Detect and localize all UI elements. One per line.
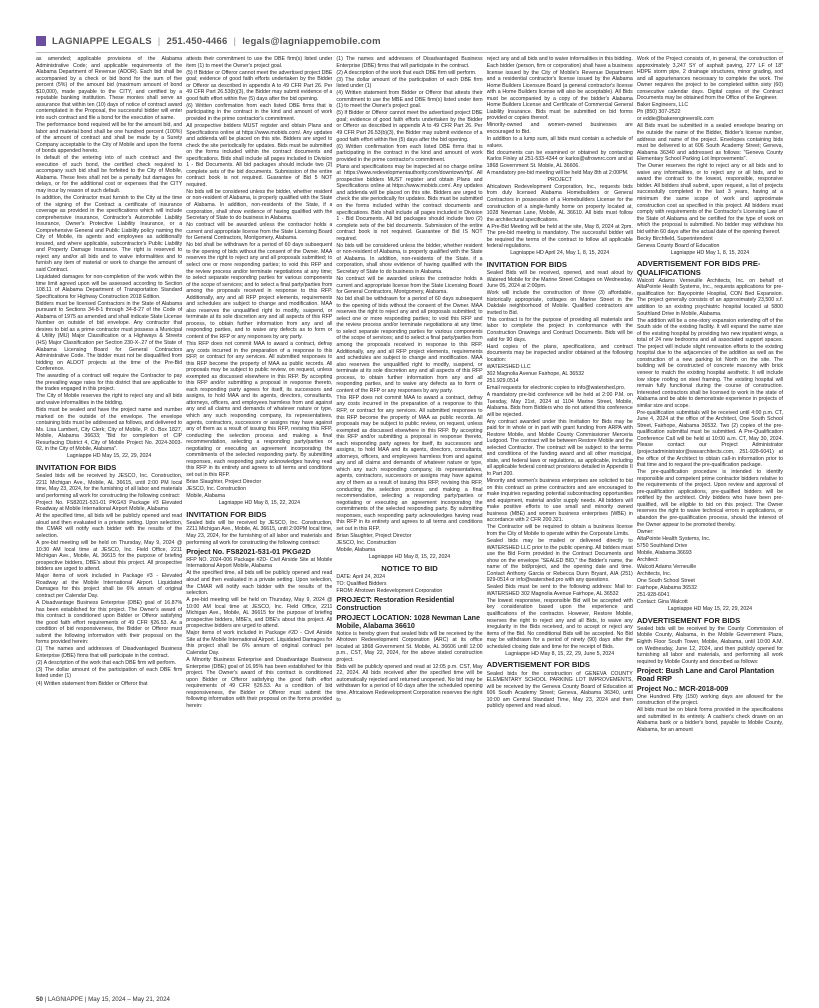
paragraph: Africatown Redevelopment Corporation, Inc., requests bids from duly licensed Alabama Homebuilders or General Contractors in possession of a Homebuilders License for the construction of a single-family home on property located at, 1028 Newman Lane, Mobile, AL 36610. All bids must follow the architectural specifications. [486, 183, 633, 223]
signature-line: Becky Birchfield, Superintendent [636, 235, 713, 242]
publication-tag: Lagniappe HD May 15, 22, 29, 2024 [667, 606, 753, 613]
paragraph: (1) The names and addresses of Disadvantaged Business Enterprise (DBE) firms that will participate in the contract. [336, 56, 483, 69]
address-line: Fairhope, Alabama 36532 [636, 584, 697, 591]
project-heading: Project: Bush Lane and Carol Plantation Road RRP [636, 666, 775, 683]
paragraph: Sealed bids for the construction of GENEVA COUNTY ELEMENTARY SCHOOL PARKING LOT IMPROVEMENTS, will be received by the Geneva County Board of Education at 606 South Academy Street; Geneva, Alabama 36340, until 10:00 am Central Standard Time, May 23, 2024 and then publicly opened and read aloud. [486, 670, 633, 710]
notice-heading: ADVERTISEMENT FOR BIDS [486, 660, 590, 670]
memo-line: TO: Qualified Bidders [336, 580, 387, 587]
paragraph: A Disadvantage Business Enterprise (DBE) goal of 16.87% has been established for this project. The Owner's award of this contract is conditioned upon Bidder or Offeror satisfying the good faith effort requirements of 49 CFR §26.53. As a condition of bid responsiveness, the Bidder or Offeror must submit the following information with their proposal on the forms provided herein: [36, 599, 183, 646]
project-heading: Project No. FS82021-531-01 PKG#2D [186, 547, 311, 557]
address-line: 251.929.0514 [486, 377, 519, 384]
signature-line: Mobile, Alabama [336, 546, 376, 553]
paragraph: Notice is hereby given that sealed bids will be received by the Afrotown Redevelopment Corporation (ARC) at its office located at 1868 Government St. Mobile, AL 36606 until 12:00 p.m., CST, May 22, 2024, for the above stated construction project. [336, 630, 483, 663]
paragraph: (2) A description of the work that each DBE firm will perform. [336, 69, 477, 76]
header-separator: | [233, 35, 237, 47]
paragraph: At the specified time, all bids will be publicly opened and read aloud and then evaluated in a private setting. Upon selection, the CMAR will notify each bidder with the results of the selection. [36, 513, 183, 539]
paragraph: No contract will be awarded unless the contractor holds a current and appropriate license from the State Licensing Board for General Contractors, Montgomery, Alabama. [186, 222, 333, 242]
paragraph: The pre-qualification procedure is intended to identify responsible and competent prime contractor bidders relative to the requirements of the project. Upon review and approval of pre-qualification applications, pre-qualified bidders will be notified by the architect. Only bidders who have been pre-qualified, will be eligible to bid on this project. The Owner reserves the right to waive technical errors in applications, or abandon the pre-qualification process, should the interest of the Owner appear to be promoted thereby. [636, 469, 784, 528]
paragraph: Sealed bids will be received by the County Commission of Mobile County, Alabama, in the Mobile Government Plaza, Eighth Floor South Tower, Mobile, Alabama, until 10:00 A.M. on Wednesday, June 12, 2024, and then publicly opened for furnishing all labor and materials, and performing all work required by Mobile County and described as follows: [636, 625, 784, 665]
signature-line: JESCO, Inc. Construction [336, 539, 397, 546]
address-line: One South School Street [636, 577, 695, 584]
paragraph: Sealed bids will be received by JESCO, Inc. Construction, 2211 Michigan Ave., Mobile, AL 36615, until 2:00 PM local time, May 23, 2024, for the furnishing of all labor and materials and performing all work for constructing the following contract: [36, 473, 183, 499]
paragraph: The addition will be a one-story expansion extending off of the South side of the existing facility. It will expand the same size of the existing hospital by providing two new inpatient wings, a total of 24 new bedrooms and all associated support spaces. The project will include slight renovation efforts to the existing hospital due to the adjacencies of the addition as well as the construction of a new parking lot North on the site. The building will be constructed of concrete masonry with brick veneer to match the existing hospital aesthetic. It will include low slope roofing on steel framing. The existing hospital will remain fully functional during the course of construction. Interested contractors shall be licensed to work in the state of Alabama and be able to demonstrate experience in projects of similar size and scope. [636, 317, 784, 409]
paragraph: Plans and specifications may be inspected at no charge online at https://www.redevelopmentauthority.com/downtown/rfp/. All prospective bidders MUST register and obtain Plans and Specifications online at https://www.mobids.com/. Any updates and addenda will be placed on this site. Bidders are urged to check the site periodically for updates. Bids must be submitted on the forms included within the contract documents and specifications. Bids shall include all pages included in Division 1 - Bid Documents. All bid packages should include two (2) complete sets of the bid documents. Submission of the entire contract book is not required. Guarantee of Bid IS NOT required. [336, 163, 483, 242]
project-heading: PROJECT: Restoration Residential Construction [336, 595, 455, 613]
issue-dates: May 15, 2024 – May 21, 2024 [88, 996, 170, 1003]
paragraph: (3) The dollar amount of the participation of each DBE firm listed under (1) [36, 666, 183, 680]
paragraph: Sealed Bids must be sent to the following address: Mail to: WATERSHED 302 Magnolia Avenue Fairhope, AL 36532 [486, 584, 633, 597]
notice-heading: INVITATION FOR BIDS [36, 462, 117, 472]
paragraph: Liquidated damages for non-completion of the work within the time limit agreed upon will be assessed according to Section 108.11 of Alabama Department of Transportation Standard Specifications for Highway Construction 2018 Edition. [36, 274, 183, 300]
column-1 [36, 56, 182, 986]
paragraph: Work of the Project consists of, in general, the construction of approximately 3,247 SY of asphalt paving, 277 LF of 18" HDPE storm pipe, 2 drainage structures, minor grading, sod and all appurtenances necessary to complete the work. The Owner requires the project to be completed within sixty (60) consecutive calendar days. Digital copies of the Contract Documents may be obtained from the Office of the Engineer. [636, 56, 784, 102]
notice-heading: ADVERTISEMENT FOR BIDS PRE-QUALIFICATIONS [636, 259, 761, 277]
address-line: Architect: [636, 556, 659, 563]
paragraph: A pre-bid meeting will be held on Thursday, May 9, 2024 @ 10:00 AM local time at JESCO, Inc. Field Office, 2211 Michigan Ave., Mobile, AL 36615 for the purpose of briefing prospective bidders, MBE's, and DBE's about this project. All prospective bidders are urged to attend. [186, 597, 333, 630]
paragraph: The City of Mobile reserves the right to reject any and all bids and waive informalities in the bidding. [36, 393, 183, 406]
paragraph: This RFP does not commit MAA to award a contract, defray any costs incurred in the preparation of a response to this RFP, or contract for any services. All submitted responses to this RFP become the property of MAA as public records. All proposals may be subject to public review, on request, unless exempted as discussed elsewhere in this RFP. By accepting this RFP and/or submitting a proposal in response thereto, each responding party agrees for itself, its successors and assigns, to hold MAA and its agents, directors, consultants, attorneys, officers, and employees harmless from and against any and all claims and demands of whatever nature or type, which any such responding company, its representatives, agents, contractors, successors or assigns may have against any of them as a result of issuing this RFP, revising this RFP, conducting the selection process and making a final recommendation, selecting a responding party/parties or negotiating or executing an agreement incorporating the commitments of the selected responding party. By submitting responses, each responding party acknowledges having read this RFP in its entirety and agrees to all terms and conditions set out in this RFP. [186, 341, 333, 478]
paragraph: A mandatory pre-bid meeting will be held May 8th at 2:00PM. [486, 169, 629, 176]
page-header [36, 34, 381, 48]
paragraph: No bids will be considered unless the bidder, whether resident or non-resident of Alabama, is properly qualified with the State of Alabama. In addition, non-residents of the State, if a corporation, shall show evidence of having qualified with the Secretary of State to do business in Alabama. [336, 242, 483, 275]
address-line: Contact: Gina Walcott [636, 599, 688, 606]
publication-tag: Lagniappe HD May 15, 22, 29, 2024 [66, 453, 152, 460]
address-line: WATERSHED LLC [486, 363, 531, 370]
project-number-heading: Project No.: MCR-2018-009 [636, 683, 729, 693]
paragraph: Bids must be sealed and have the project name and number marked on the outside of the envelope. The envelope containing bids must be addressed as follows, and delivered to Ms. Lisa Lambert, City Clerk; City of Mobile, P. O. Box 1827, Mobile, Alabama 36633; "Bid for completion of CIP Resurfacing District 4, City of Mobile Project No. 2024-3003-02, in the City of Mobile, Alabama". [36, 406, 183, 453]
address-line: AltaPointe Health Systems, Inc. [636, 535, 711, 542]
header-separator: | [157, 35, 161, 47]
address-line: 251-928-6041 [636, 592, 670, 599]
contact-line: Ph (850) 307-2522 [636, 109, 681, 116]
page-footer [36, 996, 170, 1003]
paragraph: (6) Written confirmation from each listed DBE firms that is participating in the contract in the kind and amount of work provided in the prime contractor's commitment. [336, 143, 483, 163]
paragraph: At the specified time, all bids will be publicly opened and read aloud and then evaluated in a private setting. Upon selection, the CMAR will notify each bidder with the results of the selection. [186, 570, 333, 597]
paragraph: In default of the entering into of such contract and the execution of such bond, the certified check required to accompany such bid shall be forfeited to the City of Mobile, Alabama. These fees shall not be a penalty but damages for delays, or for the additional cost or expenses that the CITY may incur by reason of such default. [36, 155, 183, 194]
paragraph: (5) If Bidder or Offeror cannot meet the advertised project DBE goal; evidence of good faith efforts undertaken by the Bidder or Offeror as described in appendix A to 49 CFR Part 26. Per 49 CFR Part 26.53(b)(3), the Bidder may submit evidence of a good faith effort within five (5) days after the bid opening. [336, 110, 483, 143]
paragraph: Minority-owned and women-owned businesses are encouraged to Bid. [486, 122, 633, 136]
paragraph: (2) A description of the work that each DBE firm will perform. [36, 659, 177, 666]
paragraph: Bids will be publicly opened and read at 12:05 p.m. CST, May 22, 2024. All bids received after the specified time will be automatically rejected and returned unopened. No bid may be withdrawn for a period of 60 days after the scheduled opening time. Africatown Redevelopment Corporation reserves the right to [336, 663, 483, 703]
paragraph: Email requests for electronic copies to info@watershed.pro. [486, 384, 626, 391]
section-title: LAGNIAPPE LEGALS [52, 35, 152, 47]
paragraph: (1) The names and addresses of Disadvantaged Business Enterprise (DBE) firms that will participate in the contract. [36, 646, 183, 659]
paragraph: (6) Written confirmation from each listed DBE firms that is participating in the contract in the kind and amount of work provided in the prime contractor's commitment. [186, 102, 333, 122]
publication-tag: Lagniappe HD May 8, 15, 22, 2024 [218, 500, 301, 507]
paragraph: Project No. FS82021-531-01 PKG#3 Package #3 Elevated Roadway at Mobile International Airport Mobile, Alabama [36, 499, 183, 513]
paper-name: LAGNIAPPE [47, 996, 84, 1003]
paragraph: A mandatory pre-bid conference will be held at 2:00 P.M. on Tuesday, May 21st, 2024 at 1104 Marine Street, Mobile, Alabama. Bids from Bidders who do not attend this conference will be rejected. [486, 391, 633, 418]
notice-heading: INVITATION FOR BIDS [186, 509, 267, 519]
header-email[interactable]: legals@lagniappemobile.com [242, 35, 381, 47]
paragraph: The Contractor will be required to obtain a business license from the City of Mobile to operate within the Corporate Limits. [486, 524, 633, 537]
signature-line: Brian Slaughter, Project Director [336, 532, 412, 539]
paragraph: All prospective bidders MUST register and obtain Plans and Specifications online at https://www.mobids.com/. Any updates and addenda will be placed on this site. Bidders are urged to check the site periodically for updates. Bids must be submitted on the forms included within the contract documents and specifications. Bids shall include all pages included in Division 1 - Bid Documents. All bid packages should include two (2) complete sets of the bid documents. Submission of the entire contract book is not required. Guarantee of Bid 5 NOT required. [186, 122, 333, 188]
paragraph: as amended; applicable provisions of the Alabama Administrative Code; and applicable requirements of the Alabama Department of Revenue (ADOR). Each bid shall be accompanied by a check or bid bond for the sum of five percent (5%) of the amount bid (maximum amount of bond $10,000), made payable to the CITY, and certified by a reputable banking institution. These monies shall serve as assurance that within ten (10) days of notice of contract award contemplated in the Proposal, the successful bidder will enter into such contract and file a bond for the execution of same. [36, 56, 183, 121]
address-line: Architects, Inc. [636, 570, 672, 577]
column-2 [186, 56, 332, 986]
signature-line: Geneva County Board of Education [636, 242, 720, 249]
paragraph: (4) Written statement from Bidder or Offeror that attests their commitment to use the MBE and DBE firm(s) listed under item (1) to meet the Owner's project goal. [336, 90, 483, 110]
section-marker-icon [36, 36, 46, 46]
paragraph: Pre-qualification submittals will be received until 4:00 p.m. CT, June 4, 2024 at the office of the Architect, One South School Street, Fairhope, Alabama 36532. Two (2) copies of the pre-qualification submittal must be submitted. A Pre-Qualification Conference Call will be held at 10:00 a.m. CT, May 30, 2024. Please contact our Project Administrator (projectadministrator@wavarchitects.com, 251-928-6041) at the office of the Architect to obtain call-in information prior to that time and to request the pre-qualification package. [636, 409, 784, 469]
address-line: 302 Magnolia Avenue Fairhope, AL 36532 [486, 370, 585, 377]
paragraph: Major items of work included in Package #2D - Civil Airside Site at the Mobile International Airport. Liquidated Damages for this project shall be 6% annum of original contract per Calendar Day. [186, 630, 333, 657]
address-line: Walcott Adams Verneuille [636, 563, 697, 570]
paragraph: (4) Written statement from Bidder or Offeror that [36, 680, 148, 687]
column-5 [637, 56, 783, 986]
paragraph: (3) The dollar amount of the participation of each DBE firm listed under (1) [336, 76, 483, 90]
paragraph: All bids must be on blank forms provided in the specifications and submitted in its entirety. A cashier's check drawn on an Alabama bank or a bidder's bond, payable to Mobile County, Alabama, for an amount [636, 707, 784, 733]
section-label: PROJECT [547, 176, 572, 183]
address-line: Mobile, Alabama 36693 [636, 549, 692, 556]
paragraph: (5) If Bidder or Offeror cannot meet the advertised project DBE goal; evidence of good faith efforts undertaken by the Bidder or Offeror as described in appendix A to 49 CFR Part 26. Per 49 CFR Part 26.53(b)(3), the Bidder may submit evidence of a good faith effort within five (5) days after the bid opening. [186, 69, 333, 102]
paragraph: In addition, the Contractor must furnish to the City at the time of the signing of the Contract a certificate of insurance coverage as provided in the specifications which will include comprehensive insurance, Contractor's Automobile Liability Insurance, Owner's Protective Liability Insurance, or a Comprehensive General and Public Liability policy naming the City of Mobile, its agents and employees as additionally insured, and where applicable, subcontractor's Public Liability and Property Damage Insurance. The right is reserved to reject any and/or all bids and to waive informalities and to furnish any item of material or work to change the amount of said Contract. [36, 194, 183, 273]
paragraph: The Owner reserves the right to reject any or all bids and to waive any informalities, or to reject any or all bids, and to award the contract to the lowest, responsible, responsive bidder. All bidders shall submit, upon request, a list of projects successfully completed in the last 3 years, having at a minimum the same scope of work and approximate construction cost as specified in this project. All bidders must comply with requirements of the Contractor's Licensing Law of the State of Alabama and be certified for the type of work on which the proposal is submitted. No bidder may withdraw his bid within 60 days after the actual date of the opening thereof. [636, 163, 784, 235]
paragraph: Bid documents can be examined or obtained by contacting Karlos Finley at 251-533-4344 or karlos@afrownrc.com and at 1868 Government St. Mobile, AL 36606. [486, 149, 633, 169]
memo-line: DATE: April 24, 2024 [336, 573, 386, 580]
paragraph: All Bids must be submitted in a sealed envelope bearing on the outside the name of the Bidder, Bidder's license number, address and name of the project. Envelopes containing bids must be delivered to at 606 South Academy Street; Geneva, Alabama 36340 and addressed as follows: "Geneva County Elementary School Parking Lot Improvements". [636, 123, 784, 163]
paragraph: Work will include the construction of three (3) affordable, historically appropriate, cottages on Marine Street in the Oakdale neighborhood of Mobile. Qualified contractors are invited to Bid. [486, 290, 633, 316]
publication-tag: Lagniappe HD May 1, 8, 15, 2024 [670, 249, 750, 256]
paragraph: The lowest responsive, responsible Bid will be accepted with key consideration based upon the experience and qualifications of the contractor. However, Restore Mobile, reserves the right to reject any and all Bids, to waive any irregularity in the Bids received, and to accept or reject any items of the Bid. No conditional Bids will be accepted. No Bid may be withdrawn for a period of ninety (90) days after the scheduled closing date and time for the receipt of Bids. [486, 597, 633, 650]
paragraph: Major items of work included in Package #3 - Elevated Roadway at the Mobile International Airport. Liquidated Damages for this project shall be 6% annum of original contract per Calendar Day. [36, 573, 183, 599]
paragraph: Each bidder (person, firm or corporation) shall have a business license issued by the City of Mobile's Revenue Department and a residential contractor's license issued by the Alabama Home Builders Licensure Board (a general contractor's license with a Home Builders license will also be acceptable). All Bids must be accompanied by a copy of the bidder's Alabama Home Builders License and Certificate of Commercial General Liability Insurance. Bids must be submitted on bid forms provided or copies thereof. [486, 63, 633, 122]
paragraph: RFP NO. 2024-006 Package #2D- Civil Airside Site at Mobile International Airport Mobile, Alabama [186, 556, 333, 570]
paragraph: attests their commitment to use the DBE firm(s) listed under item (1) to meet the Owner's project goal. [186, 56, 333, 69]
paragraph: Sealed bids will be received by JESCO, Inc. Construction, 2211 Michigan Ave., Mobile, AL 36615, until 2:00PM local time, May 23, 2024, for the furnishing of all labor and materials and performing all work for constructing the following contract: [186, 519, 333, 546]
notice-heading: NOTICE TO BID [381, 563, 438, 573]
paragraph: No bids will be considered unless the bidder, whether resident or non-resident of Alabama, is properly qualified with the State of Alabama. In addition, non-residents of the State, if a corporation, shall show evidence of having qualified with the Secretary of State to do business in Alabama. [186, 188, 333, 222]
paragraph: No contract will be awarded unless the contractor holds a current and appropriate license from the State Licensing Board for General Contractors, Montgomery, Alabama. [336, 276, 483, 296]
header-rule [36, 52, 783, 53]
memo-line: FROM: Afrotown Redevelopment Corporation [336, 587, 443, 594]
paragraph: One Hundred Fifty (150) working days are allowed for the construction of the project. [636, 693, 784, 707]
contact-line: or eddie@bakerengineersllc.com [636, 116, 714, 123]
paragraph: The awarding of a contract will require the Contractor to pay the prevailing wage rates for this district that are applicable to the trades engaged in this project. [36, 373, 183, 393]
signature-line: Brian Slaughter, Project Director [186, 479, 262, 485]
project-location-heading: PROJECT LOCATION: 1028 Newman Lane Mobile, Alabama 36610 [336, 613, 481, 630]
paragraph: reject any and all bids and to waive informalities in this bidding. [486, 56, 633, 62]
paragraph: A pre-bid meeting will be held on Thursday, May 9, 2024 @ 10:30 AM local time at JESCO, Inc. Field Office, 2211 Michigan Ave., Mobile, AL 36615 for the purpose of briefing prospective bidders, DBE's about this project. All prospective bidders are urged to attend. [36, 540, 183, 573]
paragraph: This contract is for the purpose of providing all materials and labor to complete the project in conformance with the Construction Drawings and Contract Documents. Bids will be valid for 90 days. [486, 316, 633, 343]
paragraph: The performance bond required will be for the amount bid, and labor and material bond shall be one hundred percent (100%) of the amount of contract and shall be made by a Surety Company acceptable to the City of Mobile and upon the forms of bonds appended hereto. [36, 121, 183, 155]
footer-separator: | [84, 996, 89, 1003]
signature-line: JESCO, Inc. Construction [186, 486, 247, 493]
paragraph: Walcott Adams Verneuille Architects, Inc. on behalf of AltaPointe Health Systems, Inc., requests applications for pre-qualification for: Bayopointe Hospital, CON Bed Expansion. The project generally consists of an approximately 23,500 s.f. addition to an existing psychiatric hospital located at 5800 Southland Drive in Mobile, Alabama. [636, 277, 784, 317]
notice-heading: ADVERTISEMENT FOR BIDS [636, 615, 741, 625]
header-phone: 251.450-4466 [166, 35, 228, 47]
signature-line: Mobile, Alabama [186, 493, 226, 500]
paragraph: No bid shall be withdrawn for a period of 60 days subsequent to the opening of bids without the consent of the Owner. MAA reserves the right to reject any and all proposals submitted; to select one or more responding parties; to void this RFP and the review process and/or terminate negotiations at any time; to select separate responding parties for various components of the scope of services; and to select a final party/parties from among the proposals received in response to this RFP. Additionally, any and all RFP project elements, requirements and schedules are subject to change and modification. MAA also reserves the unqualified right to modify, suspend, or terminate at its sole discretion any and all aspects of this RFP process, to obtain further information from any and all responding parties, and to waive any defects as to form or content of the RFP or any responses by any party. [336, 296, 483, 394]
paragraph: This RFP does not commit MAA to award a contract, defray any costs incurred in the preparation of a response to this RFP, or contract for any services. All submitted responses to this RFP become the property of MAA as public records. All proposals may be subject to public review, on request, unless exempted as discussed elsewhere in this RFP. By accepting this RFP and/or submitting a proposal in response thereto, each responding party agrees for itself, its successors and assigns, to hold MAA and its agents, directors, consultants, attorneys, officers, and employees harmless from and against any and all claims and demands of whatever nature or type, which any such responding company, its representatives, agents, contractors, successors or assigns may have against any of them as a result of issuing this RFP, revising this RFP, conducting the selection process and making a final recommendation, selecting a responding party/parties or negotiating or executing an agreement incorporating the commitments of the selected responding party. By submitting responses, each responding party acknowledges having read this RFP in its entirety and agrees to all terms and conditions set out in this RFP. [336, 394, 483, 532]
notice-heading: INVITATION FOR BIDS [486, 259, 567, 269]
paragraph: A Pre-Bid Meeting will be held at the site, May 8, 2024 at 2pm. The pre-bid meeting is mandatory. The successful bidder will be required the terms of the contract to follow all applicable federal regulations. [486, 223, 633, 250]
publication-tag: Lagniappe HD May 8, 15, 22, 2024 [368, 554, 451, 561]
publication-tag: Lagniappe HD April 24, May 1, 8, 15, 2024 [510, 250, 610, 257]
paragraph: Minority and women's business enterprises are solicited to bid on this contract as prime contractors and are encouraged to make inquiries regarding potential subcontracting opportunities and equipment, material and/or supply needs. All bidders will make positive efforts to use small and minority owned business (MBE) and women business enterprises (WBE) in accordance with 2 CFR 200.321. [486, 478, 633, 524]
page-number: 50 [36, 996, 43, 1003]
footer-separator: | [44, 996, 48, 1003]
column-3 [336, 56, 482, 986]
legal-columns [36, 56, 783, 986]
paragraph: Bidders must be licensed Contractors in the State of Alabama pursuant to Sections 34-8-1 through 34-8-27 of the Code of Alabama of 1975 as amended and shall indicate State License Number on outside of bid envelope. Any contractor that desires to bid as a prime contractor must possess a Municipal & Utility (MU) Major Classification or a Highways & Streets (HS) Major Classification per Section 230-X-.27 of the State of Alabama Licensing Board for General Contractors Administrative Code. The bidder must not be disqualified from bidding on ALDOT projects at the time of the Pre-Bid Conference. [36, 300, 183, 373]
paragraph: Sealed Bids will be received, opened, and read aloud by Watered Mobile for the Marine Street Cottages on Wednesday, June 05, 2024 at 2:00pm. [486, 270, 633, 290]
column-4 [487, 56, 633, 986]
paragraph: A Minority Business Enterprise and Disadvantage Business Enterprise (DBE) goal of 16.95% has been established for this project. The Owner's award of this contract is conditioned upon Bidder or Offeror satisfying the good faith effort requirements of 49 CFR §26.53. As a condition of bid responsiveness, the Bidder or Offeror must submit the following information with their proposal on the forms provided herein: [186, 657, 333, 709]
paragraph: Any contract awarded under this Invitation for Bids may be paid for in whole or in part with grant funding from ARPA with Restore Mobile, and Mobile County Commissioner Merceria Ludgood. The contract will be between Restore Mobile and the selected Contractor. The contract will be subject to the terms and conditions of the funding award and all other municipal, state, and federal laws or regulations, as applicable, including all applicable federal contract provisions detailed in Appendix II to Part 200. [486, 418, 633, 478]
paragraph: No bid shall be withdrawn for a period of 60 days subsequent to the opening of bids without the consent of the Owner. MAA reserves the right to reject any and all proposals submitted; to select one or more responding parties; to void this RFP and the review process and/or terminate negotiations at any time; to select separate responding parties for various components of the scope of services; and to select a final party/parties from among the proposals received in response to this RFP. Additionally, any and all RFP project elements, requirements and schedules are subject to change and modification. MAA also reserves the unqualified right to modify, suspend, or terminate at its sole discretion any and all aspects of this RFP process, to obtain further information from any and all responding parties, and to waive any defects as to form or content of the RFP or any responses by any party. [186, 242, 333, 340]
paragraph: Sealed bids may be mailed or delivered directly to WATERSHED LLC prior to the public opening. All bidders must use the Bid Form provided in the Contract Documents and show on the envelope "SEALED BID," the Bidder's name, the name of the bid/project, and the opening date and time. Contact Anthony Garcia or Rebecca Dunn Bryant, AIA (251) 929-0514 or info@watershed.pro with any questions. [486, 537, 633, 584]
address-line: 5750 Southland Drive [636, 542, 688, 549]
contact-line: Baker Engineers, LLC [636, 102, 689, 109]
paragraph: Hard copies of the plans, specifications, and contract documents may be inspected and/or obtained at the following location: [486, 343, 633, 363]
paragraph: In addition to a lump sum, all bids must contain a schedule of values. [486, 136, 633, 149]
publication-tag: Lagniappe HD May 8, 15, 22, 29, June 5, 2024 [505, 650, 615, 657]
address-line: Owner: [636, 528, 654, 535]
